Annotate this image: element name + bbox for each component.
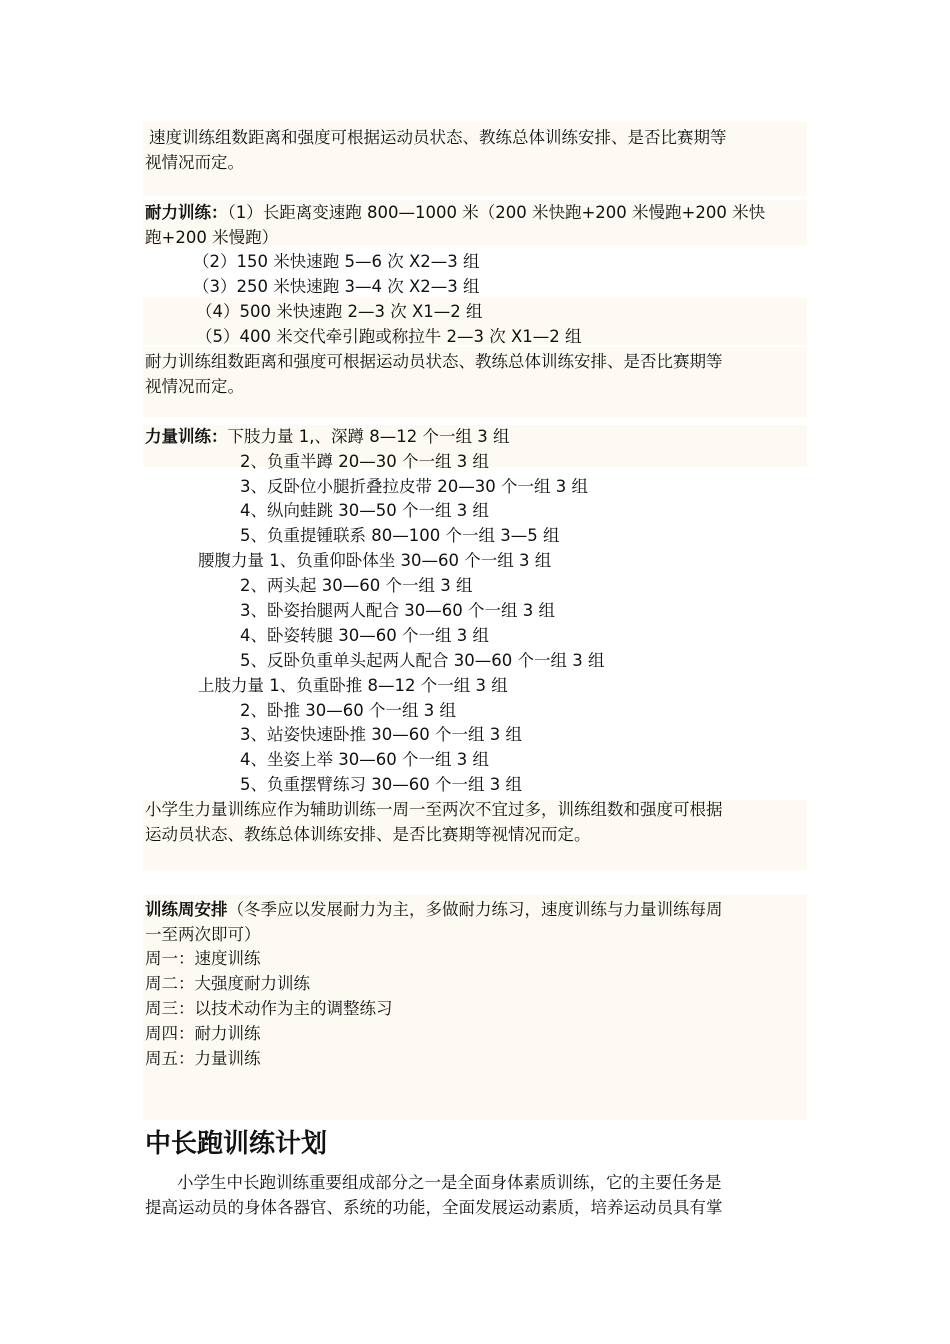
- strength-core-item: 3、卧姿抬腿两人配合 30—60 个一组 3 组: [240, 601, 555, 620]
- weekly-intro-text: （冬季应以发展耐力为主，多做耐力练习，速度训练与力量训练每周: [227, 900, 723, 919]
- strength-upper-item: 4、坐姿上举 30—60 个一组 3 组: [240, 750, 489, 769]
- strength-lower-item: 4、纵向蛙跳 30—50 个一组 3 组: [240, 501, 489, 520]
- endurance-item: （2）150 米快速跑 5—6 次 X2—3 组: [193, 252, 480, 271]
- speed-note-line: 视情况而定。: [145, 153, 244, 172]
- endurance-item-1-cont: 跑+200 米慢跑）: [145, 228, 279, 247]
- section-paragraph-line: 小学生中长跑训练重要组成部分之一是全面身体素质训练，它的主要任务是: [177, 1173, 722, 1192]
- weekly-intro-cont: 一至两次即可）: [145, 925, 261, 944]
- strength-upper-item: 3、站姿快速卧推 30—60 个一组 3 组: [240, 725, 522, 744]
- strength-lower-item: 5、负重提锺联系 80—100 个一组 3—5 组: [240, 526, 560, 545]
- strength-upper-1: 上肢力量 1、负重卧推 8—12 个一组 3 组: [198, 676, 508, 695]
- strength-lower-item: 3、反卧位小腿折叠拉皮带 20—30 个一组 3 组: [240, 477, 588, 496]
- endurance-item-1-text: （1）长距离变速跑 800—1000 米（200 米快跑+200 米慢跑+200 米快: [227, 203, 766, 222]
- endurance-item: （5）400 米交代牵引跑或称拉牛 2—3 次 X1—2 组: [196, 327, 582, 346]
- endurance-item: （4）500 米快速跑 2—3 次 X1—2 组: [196, 302, 483, 321]
- strength-lower-1-text: 下肢力量 1,、深蹲 8—12 个一组 3 组: [227, 427, 510, 446]
- weekly-day: 周二：大强度耐力训练: [145, 974, 310, 993]
- strength-lower-1: [145, 424, 509, 449]
- weekly-intro: [145, 897, 723, 922]
- weekly-heading: 训练周安排: [145, 900, 228, 919]
- strength-note-line: 运动员状态、教练总体训练安排、是否比赛期等视情况而定。: [145, 825, 591, 844]
- endurance-note-line: 耐力训练组数距离和强度可根据运动员状态、教练总体训练安排、是否比赛期等: [145, 352, 723, 371]
- speed-note-line: 速度训练组数距离和强度可根据运动员状态、教练总体训练安排、是否比赛期等: [149, 128, 727, 147]
- strength-core-1: 腰腹力量 1、负重仰卧体坐 30—60 个一组 3 组: [198, 551, 552, 570]
- strength-core-item: 2、两头起 30—60 个一组 3 组: [240, 576, 473, 595]
- strength-note-line: 小学生力量训练应作为辅助训练一周一至两次不宜过多，训练组数和强度可根据: [145, 800, 723, 819]
- endurance-item-1: [145, 200, 765, 225]
- section-title: 中长跑训练计划: [145, 1129, 328, 1159]
- strength-core-item: 5、反卧负重单头起两人配合 30—60 个一组 3 组: [240, 651, 605, 670]
- strength-heading: 力量训练：: [145, 427, 228, 446]
- strength-core-item: 4、卧姿转腿 30—60 个一组 3 组: [240, 626, 489, 645]
- section-paragraph-line: 提高运动员的身体各器官、系统的功能，全面发展运动素质，培养运动员具有掌: [145, 1198, 723, 1217]
- weekly-day: 周四：耐力训练: [145, 1024, 261, 1043]
- weekly-day: 周五：力量训练: [145, 1049, 261, 1068]
- strength-lower-item: 2、负重半蹲 20—30 个一组 3 组: [240, 452, 489, 471]
- endurance-note-line: 视情况而定。: [145, 377, 244, 396]
- weekly-day: 周一：速度训练: [145, 949, 261, 968]
- endurance-item: （3）250 米快速跑 3—4 次 X2—3 组: [193, 277, 480, 296]
- strength-upper-item: 2、卧推 30—60 个一组 3 组: [240, 701, 456, 720]
- strength-upper-item: 5、负重摆臂练习 30—60 个一组 3 组: [240, 775, 522, 794]
- endurance-heading: 耐力训练：: [145, 203, 228, 222]
- weekly-day: 周三：以技术动作为主的调整练习: [145, 999, 393, 1018]
